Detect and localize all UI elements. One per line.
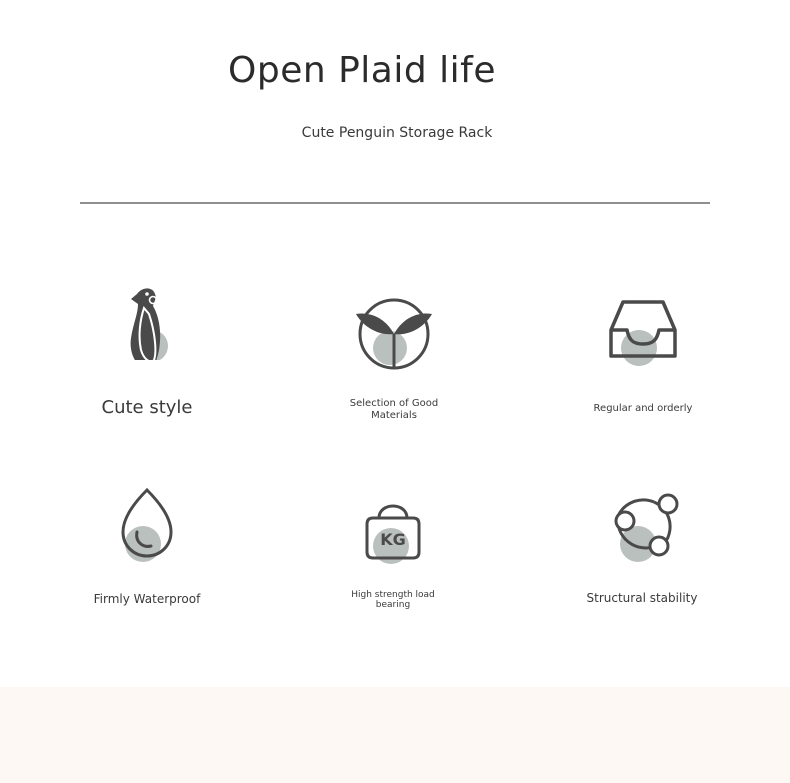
feature-label: Structural stability — [586, 591, 698, 605]
feature-structural-stability — [567, 490, 717, 630]
feature-label: High strength load bearing — [351, 590, 435, 611]
feature-waterproof — [72, 486, 222, 626]
footer-band — [0, 687, 790, 783]
feature-label: Regular and orderly — [593, 403, 693, 414]
tray-icon — [603, 294, 683, 374]
weight-kg-text: KG — [380, 530, 406, 549]
page-subtitle: Cute Penguin Storage Rack — [301, 125, 493, 141]
feature-label: Cute style — [101, 397, 193, 418]
penguin-icon — [107, 280, 187, 360]
page-title: Open Plaid life — [228, 50, 496, 91]
feature-label: Selection of Good Materials — [349, 398, 439, 421]
sprout-icon — [354, 292, 434, 372]
water-drop-icon — [107, 486, 187, 566]
feature-regular-orderly — [568, 294, 718, 434]
weight-kg-icon — [353, 494, 433, 574]
feature-label: Firmly Waterproof — [93, 592, 201, 606]
feature-cute-style — [72, 280, 222, 420]
section-divider — [80, 202, 710, 204]
structure-nodes-icon — [602, 490, 682, 570]
feature-good-materials — [319, 292, 469, 432]
feature-load-bearing — [318, 494, 468, 634]
